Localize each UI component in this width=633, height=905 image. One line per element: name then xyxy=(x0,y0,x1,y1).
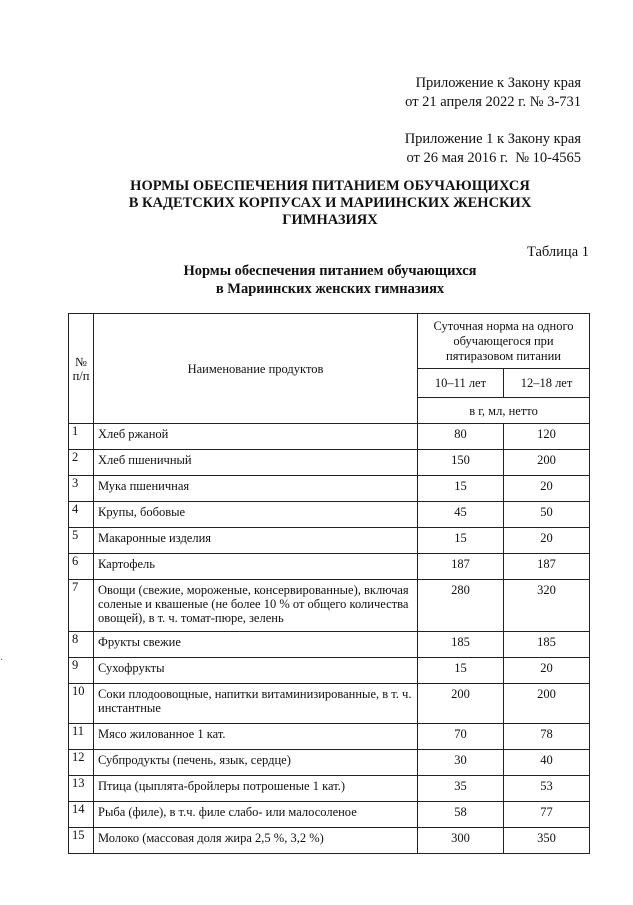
table-title xyxy=(100,262,560,298)
table-row xyxy=(69,724,590,750)
product-name: Мясо жилованное 1 кат. xyxy=(94,724,418,750)
header-age-10-11: 10–11 лет xyxy=(418,369,504,398)
norm-10-11: 280 xyxy=(418,580,504,632)
row-number: 10 xyxy=(69,684,94,724)
product-name: Молоко (массовая доля жира 2,5 %, 3,2 %) xyxy=(94,828,418,854)
table-label: Таблица 1 xyxy=(526,244,589,260)
norm-10-11: 150 xyxy=(418,450,504,476)
product-name: Фрукты свежие xyxy=(94,632,418,658)
table-row xyxy=(69,658,590,684)
norm-10-11: 30 xyxy=(418,750,504,776)
norm-10-11: 35 xyxy=(418,776,504,802)
row-number: 5 xyxy=(69,528,94,554)
product-name: Птица (цыплята-бройлеры потрошеные 1 кат.) xyxy=(94,776,418,802)
product-name: Картофель xyxy=(94,554,418,580)
header-daily-norm-line-1: Суточная норма на одного xyxy=(433,318,574,333)
norm-10-11: 58 xyxy=(418,802,504,828)
row-number: 2 xyxy=(69,450,94,476)
header-daily-norm-line-3: пятиразовом питании xyxy=(446,348,561,363)
table-row xyxy=(69,502,590,528)
appendix-original-reference xyxy=(405,130,581,168)
norm-12-18: 187 xyxy=(504,554,590,580)
table-row xyxy=(69,450,590,476)
product-name: Мука пшеничная xyxy=(94,476,418,502)
appendix-current-line-1: Приложение к Закону края xyxy=(415,75,581,91)
product-name: Субпродукты (печень, язык, сердце) xyxy=(94,750,418,776)
row-number: 11 xyxy=(69,724,94,750)
norm-10-11: 45 xyxy=(418,502,504,528)
row-number: 12 xyxy=(69,750,94,776)
norm-10-11: 70 xyxy=(418,724,504,750)
norm-10-11: 187 xyxy=(418,554,504,580)
header-number xyxy=(69,314,94,424)
row-number: 1 xyxy=(69,424,94,450)
table-row xyxy=(69,776,590,802)
norm-12-18: 78 xyxy=(504,724,590,750)
norm-12-18: 20 xyxy=(504,528,590,554)
header-daily-norm-line-2: обучающегося при xyxy=(453,333,554,348)
table-title-line-2: в Мариинских женских гимназиях xyxy=(215,281,445,297)
norm-12-18: 120 xyxy=(504,424,590,450)
table-row xyxy=(69,476,590,502)
header-daily-norm xyxy=(418,314,590,369)
table-row xyxy=(69,424,590,450)
document-title xyxy=(60,178,600,229)
table-row xyxy=(69,580,590,632)
norm-10-11: 185 xyxy=(418,632,504,658)
nutrition-norms-table xyxy=(68,313,590,854)
table-row xyxy=(69,684,590,724)
table-row xyxy=(69,528,590,554)
norm-12-18: 20 xyxy=(504,658,590,684)
header-age-12-18: 12–18 лет xyxy=(504,369,590,398)
norm-12-18: 50 xyxy=(504,502,590,528)
row-number: 14 xyxy=(69,802,94,828)
table-row xyxy=(69,750,590,776)
product-name: Макаронные изделия xyxy=(94,528,418,554)
table-row xyxy=(69,554,590,580)
header-product-name: Наименование продуктов xyxy=(94,314,418,424)
row-number: 9 xyxy=(69,658,94,684)
product-name: Рыба (филе), в т.ч. филе слабо- или малосоленое xyxy=(94,802,418,828)
header-units: в г, мл, нетто xyxy=(418,398,590,424)
table-row xyxy=(69,828,590,854)
document-title-line-3: ГИМНАЗИЯХ xyxy=(282,212,378,228)
norm-12-18: 350 xyxy=(504,828,590,854)
product-name: Хлеб пшеничный xyxy=(94,450,418,476)
norm-10-11: 300 xyxy=(418,828,504,854)
product-name: Соки плодоовощные, напитки витаминизированные, в т. ч. инстантные xyxy=(94,684,418,724)
norm-12-18: 320 xyxy=(504,580,590,632)
norm-12-18: 185 xyxy=(504,632,590,658)
row-number: 8 xyxy=(69,632,94,658)
row-number: 7 xyxy=(69,580,94,632)
norm-12-18: 20 xyxy=(504,476,590,502)
product-name: Крупы, бобовые xyxy=(94,502,418,528)
norm-10-11: 200 xyxy=(418,684,504,724)
table-title-line-1: Нормы обеспечения питанием обучающихся xyxy=(183,263,477,279)
row-number: 3 xyxy=(69,476,94,502)
norm-12-18: 77 xyxy=(504,802,590,828)
product-name: Овощи (свежие, мороженые, консервированные), включая соленые и квашеные (не более 10 % от общего количества овощей), в т. ч. томат-пюре, зелень xyxy=(94,580,418,632)
row-number: 6 xyxy=(69,554,94,580)
norm-12-18: 200 xyxy=(504,684,590,724)
header-number-line-1: № xyxy=(75,354,87,369)
norm-12-18: 40 xyxy=(504,750,590,776)
document-title-line-2: В КАДЕТСКИХ КОРПУСАХ И МАРИИНСКИХ ЖЕНСКИХ xyxy=(128,195,532,211)
appendix-current-reference xyxy=(405,74,581,112)
margin-dot: · xyxy=(0,655,4,666)
norm-10-11: 15 xyxy=(418,476,504,502)
appendix-current-line-2: от 21 апреля 2022 г. № 3-731 xyxy=(405,94,581,110)
product-name: Хлеб ржаной xyxy=(94,424,418,450)
norm-12-18: 200 xyxy=(504,450,590,476)
norm-10-11: 15 xyxy=(418,658,504,684)
appendix-original-line-2: от 26 мая 2016 г. № 10-4565 xyxy=(406,150,581,166)
norm-10-11: 15 xyxy=(418,528,504,554)
norm-10-11: 80 xyxy=(418,424,504,450)
table-row xyxy=(69,632,590,658)
appendix-original-line-1: Приложение 1 к Закону края xyxy=(404,131,581,147)
header-number-line-2: п/п xyxy=(72,368,90,383)
table-row xyxy=(69,802,590,828)
row-number: 15 xyxy=(69,828,94,854)
document-title-line-1: НОРМЫ ОБЕСПЕЧЕНИЯ ПИТАНИЕМ ОБУЧАЮЩИХСЯ xyxy=(130,178,530,194)
product-name: Сухофрукты xyxy=(94,658,418,684)
row-number: 13 xyxy=(69,776,94,802)
row-number: 4 xyxy=(69,502,94,528)
norm-12-18: 53 xyxy=(504,776,590,802)
